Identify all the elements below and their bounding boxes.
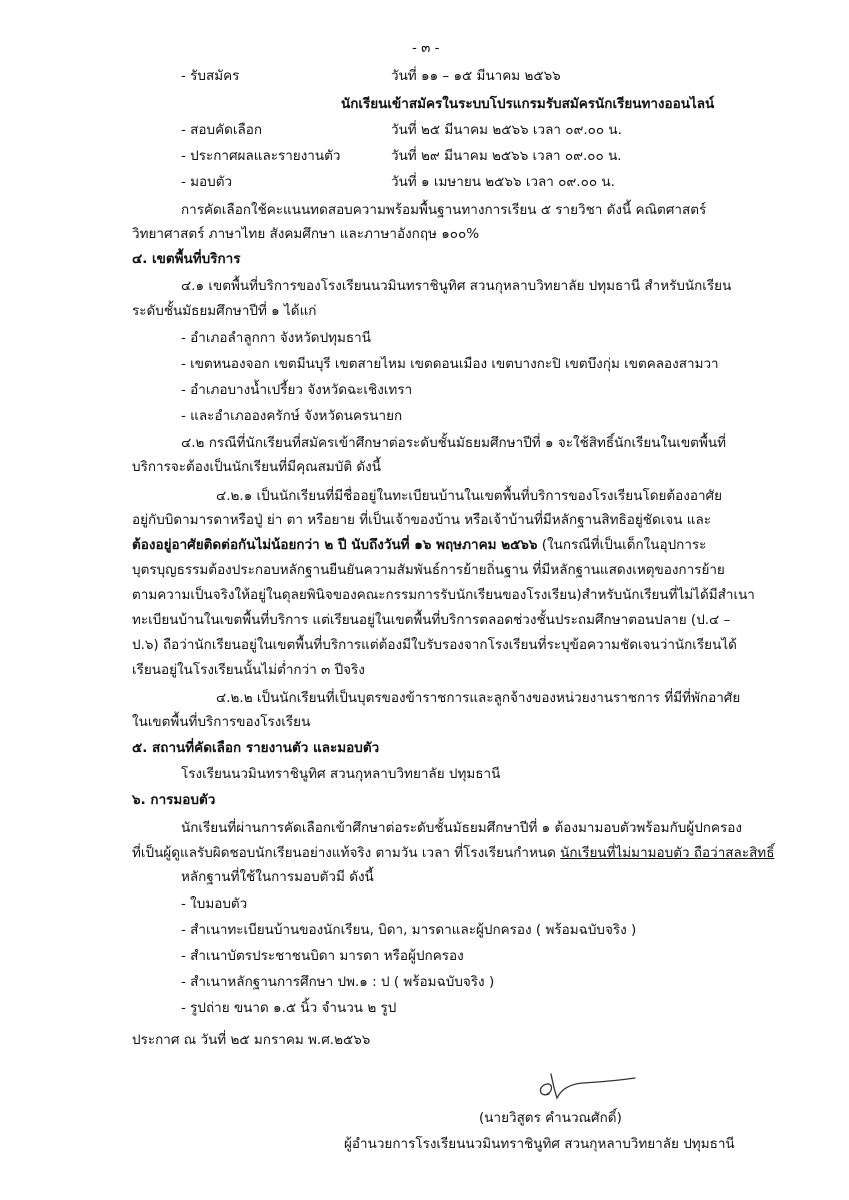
schedule-label-exam: - สอบคัดเลือก [181, 122, 263, 138]
section-5-heading: ๕. สถานที่คัดเลือก รายงานตัว และมอบตัว [132, 740, 380, 756]
handwritten-signature [535, 1068, 645, 1108]
schedule-label-enroll: - มอบตัว [181, 174, 233, 190]
evidence-item: - รูปถ่าย ขนาด ๑.๕ นิ้ว จำนวน ๒ รูป [181, 1000, 397, 1016]
section-6-line2-text: ที่เป็นผู้ดูแลรับผิดชอบนักเรียนอย่างแท้จริง ตามวัน เวลา ที่โรงเรียนกำหนด [132, 845, 561, 861]
section-4-2-1-line: ป.๖) ถือว่านักเรียนอยู่ในเขตพื้นที่บริการแต่ต้องมีใบรับรองจากโรงเรียนที่ระบุข้อความชัดเจนว่านักเรียนได้ [132, 637, 737, 653]
service-area-item: - อำเภอลำลูกกา จังหวัดปทุมธานี [181, 330, 371, 346]
page-number: - ๓ - [412, 40, 440, 56]
selection-text-line: การคัดเลือกใช้คะแนนทดสอบความพร้อมพื้นฐานทางการเรียน ๕ รายวิชา ดังนี้ คณิตศาสตร์ [181, 202, 707, 218]
service-area-item: - เขตหนองจอก เขตมีนบุรี เขตสายไหม เขตดอนเมือง เขตบางกะปิ เขตบึงกุ่ม เขตคลองสามวา [181, 356, 719, 372]
service-area-item: - และอำเภอองครักษ์ จังหวัดนครนายก [181, 408, 403, 424]
section-4-2-1-line [132, 535, 706, 555]
service-area-item: - อำเภอบางน้ำเปรี้ยว จังหวัดฉะเชิงเทรา [181, 382, 413, 398]
section-4-2-line: ๔.๒ กรณีที่นักเรียนที่สมัครเข้าศึกษาต่อระดับชั้นมัธยมศึกษาปีที่ ๑ จะใช้สิทธิ์นักเรียนในเขตพื้นที่ [181, 435, 726, 451]
evidence-item: - สำเนาหลักฐานการศึกษา ปพ.๑ : ป ( พร้อมฉบับจริง ) [181, 974, 495, 990]
section-4-2-1-line: อยู่กับบิดามารดาหรือปู่ ย่า ตา หรือยาย ที่เป็นเจ้าของบ้าน หรือเจ้าบ้านที่มีหลักฐานสิทธิอยู่ชัดเจน และ [132, 512, 711, 528]
section-6-line: นักเรียนที่ผ่านการคัดเลือกเข้าศึกษาต่อระดับชั้นมัธยมศึกษาปีที่ ๑ ต้องมามอบตัวพร้อมกับผู้ปกครอง [181, 820, 742, 836]
evidence-intro: หลักฐานที่ใช้ในการมอบตัวมี ดังนี้ [181, 869, 374, 885]
section-4-2-2-line: ๔.๒.๒ เป็นนักเรียนที่เป็นบุตรของข้าราชการและลูกจ้างของหน่วยงานราชการ ที่มีที่พักอาศัย [216, 690, 741, 706]
signer-name: (นายวิสูตร คำนวณศักดิ์) [479, 1110, 622, 1126]
evidence-item: - สำเนาบัตรประชาชนบิดา มารดา หรือผู้ปกครอง [181, 948, 464, 964]
section-5-body: โรงเรียนนวมินทราชินูทิศ สวนกุหลาบวิทยาลัย ปทุมธานี [181, 766, 501, 782]
schedule-value-results: วันที่ ๒๙ มีนาคม ๒๕๖๖ เวลา ๐๙.๐๐ น. [391, 148, 622, 164]
residence-requirement-rest: (ในกรณีที่เป็นเด็กในอุปการะ [537, 537, 707, 553]
section-4-2-1-line: ตามความเป็นจริงให้อยู่ในดุลยพินิจของคณะกรรมการรับนักเรียนของโรงเรียน)สำหรับนักเรียนที่ไม่ได้มีสำเนา [132, 587, 755, 603]
schedule-value-exam: วันที่ ๒๕ มีนาคม ๒๕๖๖ เวลา ๐๙.๐๐ น. [391, 122, 622, 138]
evidence-item: - ใบมอบตัว [181, 896, 248, 912]
section-4-2-1-line: บุตรบุญธรรมต้องประกอบหลักฐานยืนยันความสัมพันธ์การย้ายถิ่นฐาน ที่มีหลักฐานแสดงเหตุของการย้าย [132, 562, 725, 578]
forfeit-notice-underlined: นักเรียนที่ไม่มามอบตัว ถือว่าสละสิทธิ์ [560, 845, 775, 861]
section-4-2-line: บริการจะต้องเป็นนักเรียนที่มีคุณสมบัติ ดังนี้ [132, 459, 381, 475]
selection-text-line: วิทยาศาสตร์ ภาษาไทย สังคมศึกษา และภาษาอังกฤษ ๑๐๐% [132, 226, 480, 242]
section-6-line [132, 843, 774, 863]
schedule-label-apply: - รับสมัคร [181, 68, 240, 84]
evidence-item: - สำเนาทะเบียนบ้านของนักเรียน, บิดา, มารดาและผู้ปกครอง ( พร้อมฉบับจริง ) [181, 922, 637, 938]
residence-requirement-bold: ต้องอยู่อาศัยติดต่อกันไม่น้อยกว่า ๒ ปี นับถึงวันที่ ๑๖ พฤษภาคม ๒๕๖๖ [132, 537, 538, 553]
section-4-2-1-line: ๔.๒.๑ เป็นนักเรียนที่มีชื่ออยู่ในทะเบียนบ้านในเขตพื้นที่บริการของโรงเรียนโดยต้องอาศัย [216, 488, 723, 504]
online-application-note: นักเรียนเข้าสมัครในระบบโปรแกรมรับสมัครนักเรียนทางออนไลน์ [341, 96, 715, 112]
signer-title: ผู้อำนวยการโรงเรียนนวมินทราชินูทิศ สวนกุหลาบวิทยาลัย ปทุมธานี [344, 1136, 735, 1152]
schedule-value-enroll: วันที่ ๑ เมษายน ๒๕๖๖ เวลา ๐๙.๐๐ น. [391, 174, 615, 190]
section-4-2-2-line: ในเขตพื้นที่บริการของโรงเรียน [132, 714, 311, 730]
schedule-value-apply: วันที่ ๑๑ – ๑๕ มีนาคม ๒๕๖๖ [391, 68, 561, 84]
section-4-heading: ๔. เขตพื้นที่บริการ [132, 251, 241, 267]
section-4-1-line: ๔.๑ เขตพื้นที่บริการของโรงเรียนนวมินทราชินูทิศ สวนกุหลาบวิทยาลัย ปทุมธานี สำหรับนักเรียน [181, 278, 732, 294]
section-4-2-1-line: เรียนอยู่ในโรงเรียนนั้นไม่ต่ำกว่า ๓ ปีจริง [132, 662, 365, 678]
section-6-heading: ๖. การมอบตัว [132, 792, 216, 808]
section-4-1-line: ระดับชั้นมัธยมศึกษาปีที่ ๑ ได้แก่ [132, 303, 317, 319]
announcement-date: ประกาศ ณ วันที่ ๒๕ มกราคม พ.ศ.๒๕๖๖ [132, 1032, 371, 1048]
schedule-label-results: - ประกาศผลและรายงานตัว [181, 148, 341, 164]
section-4-2-1-line: ทะเบียนบ้านในเขตพื้นที่บริการ แต่เรียนอยู่ในเขตพื้นที่บริการตลอดช่วงชั้นประถมศึกษาตอนปลาย (ป.๔ – [132, 612, 731, 628]
